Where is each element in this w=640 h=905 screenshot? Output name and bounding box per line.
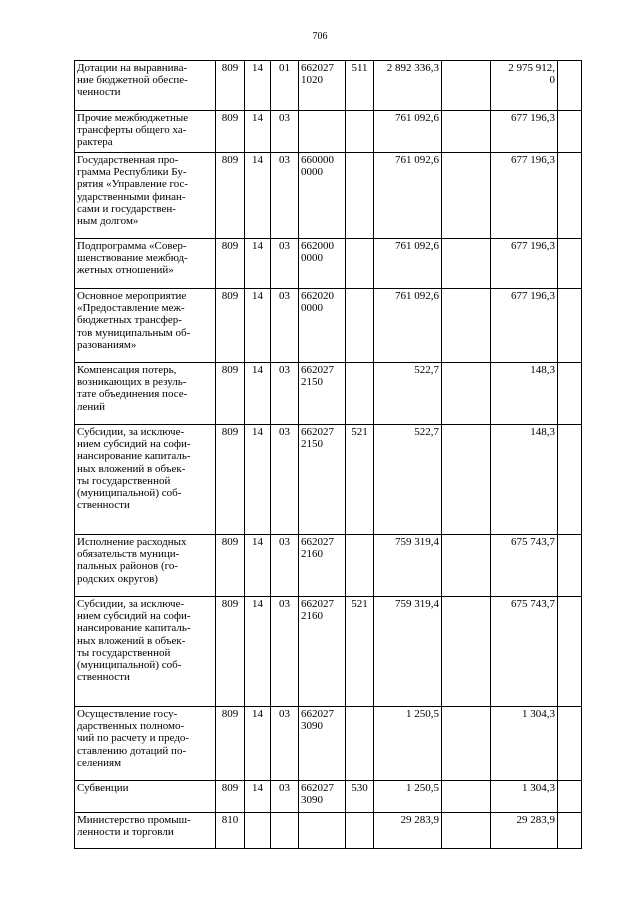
empty-cell (442, 597, 491, 707)
expense-type-cell (346, 707, 374, 781)
expense-type-cell (346, 289, 374, 363)
table-row (75, 289, 582, 363)
subsection-code-cell: 03 (271, 535, 299, 597)
empty-cell (558, 535, 582, 597)
empty-cell (558, 813, 582, 849)
item-name-cell: Основное мероприятие «Предоставление меж- бюджетных трансфер- тов муниципальным об- разованиям» (75, 289, 216, 363)
item-name-cell: Компенсация потерь, возникающих в резуль- тате объединения посе- лений (75, 363, 216, 425)
amount-year2-cell: 148,3 (491, 363, 558, 425)
table-row (75, 597, 582, 707)
empty-cell (558, 111, 582, 153)
amount-year1-cell: 761 092,6 (374, 239, 442, 289)
section-code-cell: 14 (245, 597, 271, 707)
grbs-code-cell: 809 (216, 153, 245, 239)
amount-year2-cell: 677 196,3 (491, 239, 558, 289)
table-row (75, 535, 582, 597)
expense-type-cell (346, 153, 374, 239)
subsection-code-cell: 03 (271, 153, 299, 239)
grbs-code-cell: 809 (216, 239, 245, 289)
amount-year2-cell: 675 743,7 (491, 597, 558, 707)
expense-type-cell (346, 813, 374, 849)
amount-year1-cell: 761 092,6 (374, 153, 442, 239)
subsection-code-cell: 03 (271, 111, 299, 153)
target-article-cell: 662027 2150 (299, 363, 346, 425)
grbs-code-cell: 809 (216, 61, 245, 111)
table-row (75, 425, 582, 535)
table-row (75, 363, 582, 425)
item-name-cell: Государственная про- грамма Республики Бу- рятия «Управление гос- ударственными финан- сами и государствен- ным долгом» (75, 153, 216, 239)
amount-year2-cell: 677 196,3 (491, 111, 558, 153)
section-code-cell: 14 (245, 289, 271, 363)
amount-year1-cell: 522,7 (374, 425, 442, 535)
table-row (75, 111, 582, 153)
empty-cell (558, 425, 582, 535)
amount-year1-cell: 759 319,4 (374, 597, 442, 707)
item-name-cell: Субсидии, за исключе- нием субсидий на софи- нансирование капиталь- ных вложений в объек- ты государственной (муниципальной) соб- ственности (75, 597, 216, 707)
amount-year2-cell: 675 743,7 (491, 535, 558, 597)
grbs-code-cell: 809 (216, 535, 245, 597)
section-code-cell: 14 (245, 781, 271, 813)
amount-year2-cell: 677 196,3 (491, 153, 558, 239)
table-row (75, 61, 582, 111)
amount-year2-cell: 148,3 (491, 425, 558, 535)
section-code-cell: 14 (245, 153, 271, 239)
grbs-code-cell: 809 (216, 597, 245, 707)
subsection-code-cell (271, 813, 299, 849)
amount-year1-cell: 759 319,4 (374, 535, 442, 597)
subsection-code-cell: 03 (271, 363, 299, 425)
target-article-cell: 662027 3090 (299, 781, 346, 813)
expense-type-cell (346, 239, 374, 289)
empty-cell (558, 239, 582, 289)
expense-type-cell: 521 (346, 597, 374, 707)
target-article-cell: 662027 1020 (299, 61, 346, 111)
expense-type-cell (346, 111, 374, 153)
subsection-code-cell: 03 (271, 425, 299, 535)
grbs-code-cell: 809 (216, 111, 245, 153)
empty-cell (558, 289, 582, 363)
empty-cell (558, 61, 582, 111)
subsection-code-cell: 03 (271, 707, 299, 781)
item-name-cell: Субвенции (75, 781, 216, 813)
amount-year2-cell: 1 304,3 (491, 781, 558, 813)
target-article-cell: 662000 0000 (299, 239, 346, 289)
amount-year1-cell: 761 092,6 (374, 289, 442, 363)
expense-type-cell: 511 (346, 61, 374, 111)
empty-cell (558, 363, 582, 425)
section-code-cell: 14 (245, 61, 271, 111)
expense-type-cell (346, 535, 374, 597)
table-body (75, 61, 582, 849)
empty-cell (442, 289, 491, 363)
table-row (75, 153, 582, 239)
amount-year2-cell: 29 283,9 (491, 813, 558, 849)
target-article-cell (299, 813, 346, 849)
empty-cell (442, 813, 491, 849)
grbs-code-cell: 809 (216, 781, 245, 813)
section-code-cell: 14 (245, 111, 271, 153)
empty-cell (442, 781, 491, 813)
target-article-cell: 660000 0000 (299, 153, 346, 239)
item-name-cell: Осуществление госу- дарственных полномо- чий по расчету и предо- ставлению дотаций по- селениям (75, 707, 216, 781)
empty-cell (442, 535, 491, 597)
target-article-cell (299, 111, 346, 153)
amount-year1-cell: 1 250,5 (374, 781, 442, 813)
amount-year1-cell: 522,7 (374, 363, 442, 425)
subsection-code-cell: 03 (271, 289, 299, 363)
empty-cell (442, 425, 491, 535)
item-name-cell: Подпрограмма «Совер- шенствование межбюд- жетных отношений» (75, 239, 216, 289)
target-article-cell: 662020 0000 (299, 289, 346, 363)
empty-cell (442, 239, 491, 289)
empty-cell (558, 597, 582, 707)
grbs-code-cell: 810 (216, 813, 245, 849)
section-code-cell: 14 (245, 535, 271, 597)
section-code-cell: 14 (245, 239, 271, 289)
empty-cell (558, 781, 582, 813)
empty-cell (442, 153, 491, 239)
table-row (75, 707, 582, 781)
subsection-code-cell: 03 (271, 597, 299, 707)
section-code-cell (245, 813, 271, 849)
section-code-cell: 14 (245, 425, 271, 535)
amount-year2-cell: 2 975 912, 0 (491, 61, 558, 111)
expense-type-cell: 521 (346, 425, 374, 535)
target-article-cell: 662027 3090 (299, 707, 346, 781)
expense-type-cell (346, 363, 374, 425)
empty-cell (442, 61, 491, 111)
empty-cell (558, 707, 582, 781)
amount-year1-cell: 29 283,9 (374, 813, 442, 849)
amount-year2-cell: 1 304,3 (491, 707, 558, 781)
grbs-code-cell: 809 (216, 425, 245, 535)
table-row (75, 239, 582, 289)
empty-cell (442, 111, 491, 153)
table-row (75, 813, 582, 849)
amount-year1-cell: 2 892 336,3 (374, 61, 442, 111)
item-name-cell: Дотации на выравнива- ние бюджетной обеспе- ченности (75, 61, 216, 111)
budget-table (74, 60, 582, 849)
table-row (75, 781, 582, 813)
empty-cell (442, 707, 491, 781)
amount-year2-cell: 677 196,3 (491, 289, 558, 363)
item-name-cell: Субсидии, за исключе- нием субсидий на софи- нансирование капиталь- ных вложений в объек- ты государственной (муниципальной) соб- ственности (75, 425, 216, 535)
grbs-code-cell: 809 (216, 707, 245, 781)
amount-year1-cell: 1 250,5 (374, 707, 442, 781)
item-name-cell: Прочие межбюджетные трансферты общего ха- рактера (75, 111, 216, 153)
grbs-code-cell: 809 (216, 289, 245, 363)
expense-type-cell: 530 (346, 781, 374, 813)
subsection-code-cell: 01 (271, 61, 299, 111)
target-article-cell: 662027 2160 (299, 597, 346, 707)
item-name-cell: Министерство промыш- ленности и торговли (75, 813, 216, 849)
grbs-code-cell: 809 (216, 363, 245, 425)
subsection-code-cell: 03 (271, 781, 299, 813)
section-code-cell: 14 (245, 707, 271, 781)
empty-cell (442, 363, 491, 425)
target-article-cell: 662027 2160 (299, 535, 346, 597)
item-name-cell: Исполнение расходных обязательств муници- пальных районов (го- родских округов) (75, 535, 216, 597)
subsection-code-cell: 03 (271, 239, 299, 289)
page-number: 706 (312, 31, 328, 42)
amount-year1-cell: 761 092,6 (374, 111, 442, 153)
empty-cell (558, 153, 582, 239)
section-code-cell: 14 (245, 363, 271, 425)
target-article-cell: 662027 2150 (299, 425, 346, 535)
